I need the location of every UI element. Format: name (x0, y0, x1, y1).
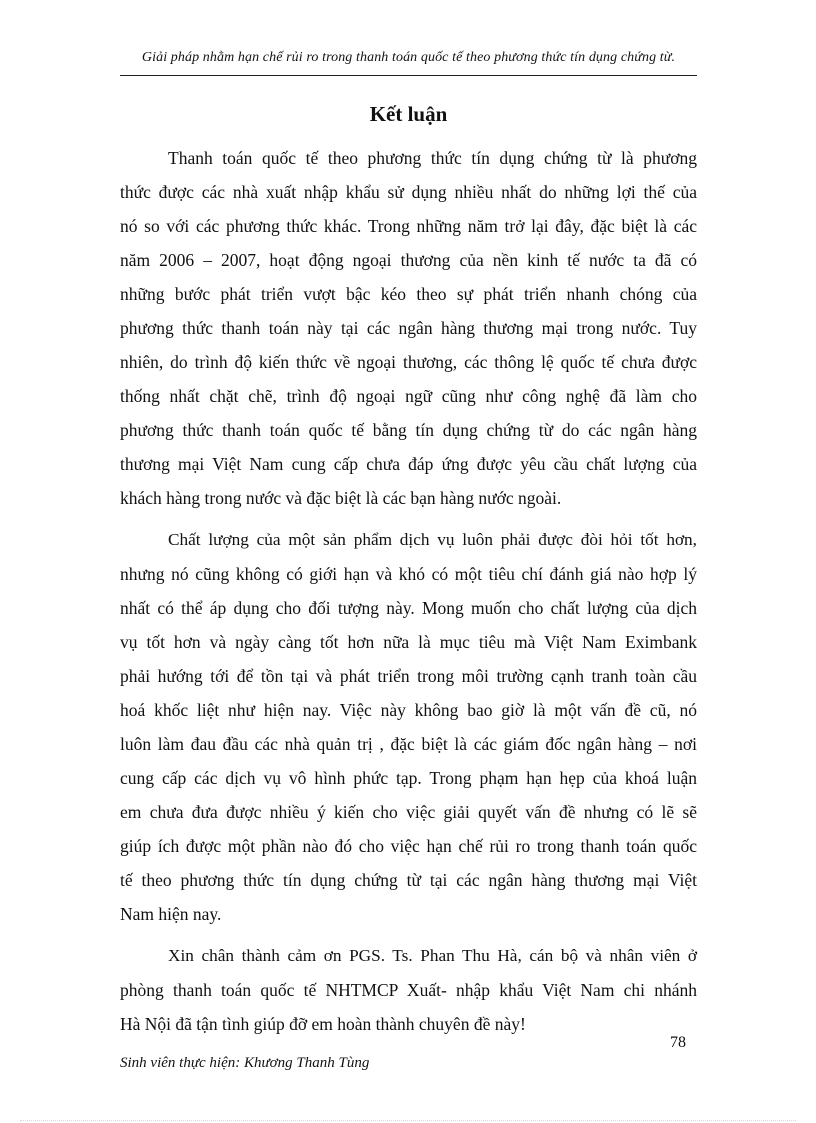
paragraph-2 (120, 523, 697, 931)
paragraph-gap (120, 515, 697, 523)
paragraph-1 (120, 141, 697, 515)
paragraph-line: năm 2006 – 2007, hoạt động ngoại thương của nền kinh tế nước ta đã có (120, 250, 697, 270)
section-title: Kết luận (369, 102, 448, 126)
paragraph-line: nó so với các phương thức khác. Trong những năm trở lại đây, đặc biệt là các (120, 216, 697, 236)
paragraph-line: phương thức thanh toán này tại các ngân hàng thương mại trong nước. Tuy (120, 318, 697, 338)
paragraph-line: Nam hiện nay. (120, 904, 222, 924)
paragraph-line: phòng thanh toán quốc tế NHTMCP Xuất- nhập khẩu Việt Nam chi nhánh (120, 980, 697, 1000)
header-divider (120, 75, 697, 76)
paragraph-line: vụ tốt hơn và ngày càng tốt hơn nữa là mục tiêu mà Việt Nam Eximbank (120, 632, 697, 652)
paragraph-line: nhất có thể áp dụng cho đối tượng này. Mong muốn cho chất lượng của dịch (120, 598, 697, 618)
paragraph-line: thương mại Việt Nam cung cấp chưa đáp ứng được yêu cầu chất lượng của (120, 454, 697, 474)
paragraph-line: giúp ích được một phần nào đó cho việc hạn chế rủi ro trong thanh toán quốc (120, 836, 697, 856)
running-footer: Sinh viên thực hiện: Khương Thanh Tùng (120, 1055, 370, 1071)
page-number: 78 (670, 1034, 686, 1051)
paragraph-line: Chất lượng của một sản phẩm dịch vụ luôn phải được đòi hỏi tốt hơn, (168, 530, 697, 549)
paragraph-line: những bước phát triển vượt bậc kéo theo sự phát triển nhanh chóng của (120, 284, 697, 304)
paragraph-line: phương thức thanh toán quốc tế bằng tín dụng chứng từ do các ngân hàng (120, 420, 697, 440)
paragraph-line: thức được các nhà xuất nhập khẩu sử dụng nhiều nhất do những lợi thế của (120, 182, 697, 202)
paragraph-line: khách hàng trong nước và đặc biệt là các bạn hàng nước ngoài. (120, 488, 562, 508)
paragraph-line: tế theo phương thức tín dụng chứng từ tại các ngân hàng thương mại Việt (120, 870, 697, 890)
paragraph-gap (120, 931, 697, 939)
paragraph-line: phải hướng tới để tồn tại và phát triển trong môi trường cạnh tranh toàn cầu (120, 666, 697, 686)
paragraph-line: Xin chân thành cảm ơn PGS. Ts. Phan Thu Hà, cán bộ và nhân viên ở (168, 946, 697, 965)
running-header: Giải pháp nhằm hạn chế rủi ro trong thanh toán quốc tế theo phương thức tín dụng chứng từ. (141, 50, 676, 65)
document-body (120, 141, 697, 1041)
paragraph-3 (120, 939, 697, 1041)
paragraph-line: Thanh toán quốc tế theo phương thức tín dụng chứng từ là phương (168, 148, 697, 168)
paragraph-line: nhưng nó cũng không có giới hạn và khó có một tiêu chí đánh giá nào hợp lý (120, 564, 697, 584)
paragraph-line: hoá khốc liệt như hiện nay. Việc này không bao giờ là một vấn đề cũ, nó (120, 700, 697, 720)
paragraph-line: Hà Nội đã tận tình giúp đỡ em hoàn thành chuyên đề này! (120, 1014, 526, 1034)
paragraph-line: thống nhất chặt chẽ, trình độ ngoại ngữ cũng như công nghệ đã làm cho (120, 386, 697, 406)
page-bottom-divider (20, 1120, 796, 1121)
paragraph-line: cung cấp các dịch vụ vô hình phức tạp. Trong phạm hạn hẹp của khoá luận (120, 768, 697, 788)
paragraph-line: luôn làm đau đầu các nhà quản trị , đặc biệt là các giám đốc ngân hàng – nơi (120, 734, 697, 754)
paragraph-line: em chưa đưa được nhiều ý kiến cho việc giải quyết vấn đề nhưng có lẽ sẽ (120, 802, 697, 822)
paragraph-line: nhiên, do trình độ kiến thức về ngoại thương, các thông lệ quốc tế chưa được (120, 352, 697, 372)
